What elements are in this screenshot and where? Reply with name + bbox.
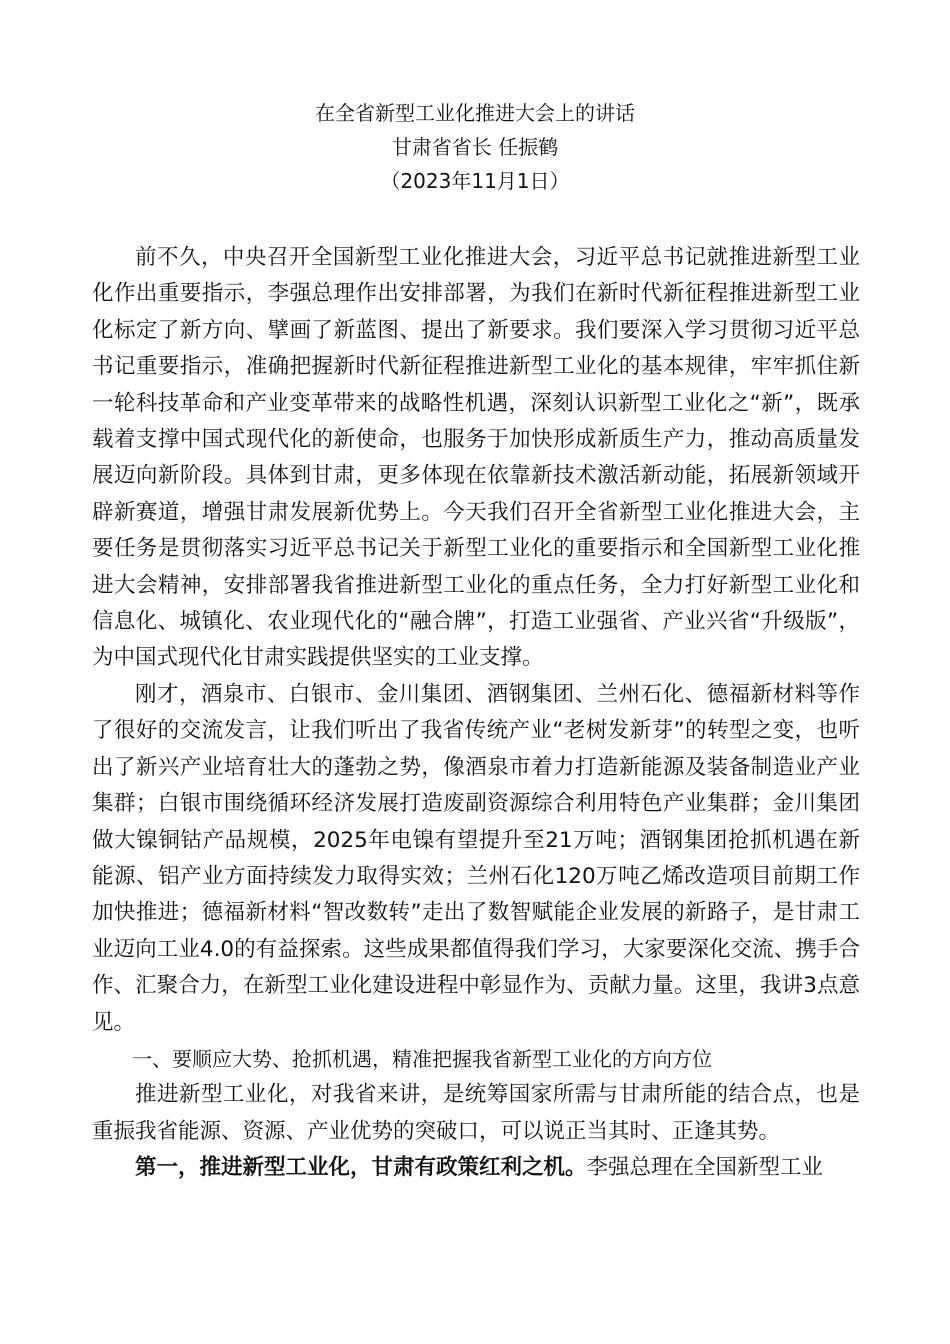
document-body — [92, 240, 860, 1187]
document-header — [0, 96, 950, 198]
paragraph-continuation: 李强总理在全国新型工业 — [586, 1155, 824, 1181]
document-date: （2023年11月1日） — [380, 169, 570, 193]
document-author: 甘肃省省长 任振鹤 — [391, 135, 559, 159]
paragraph-policy-point — [92, 1150, 860, 1186]
paragraph-exchange: 刚才，酒泉市、白银市、金川集团、酒钢集团、兰州石化、德福新材料等作了很好的交流发言，让我们听出了我省传统产业“老树发新芽”的转型之变，也听出了新兴产业培育壮大的蓬勃之势，像酒泉市着力打造新能源及装备制造业产业集群；白银市围绕循环经济发展打造废副资源综合利用特色产业集群；金川集团做大镍铜钴产品规模，2025年电镍有望提升至21万吨；酒钢集团抢抓机遇在新能源、铝产业方面持续发力取得实效；兰州石化120万吨乙烯改造项目前期工作加快推进；德福新材料“智改数转”走出了数智赋能企业发展的新路子，是甘肃工业迈向工业4.0的有益探索。这些成果都值得我们学习，大家要深化交流、携手合作、汇聚合力，在新型工业化建设进程中彰显作为、贡献力量。这里，我讲3点意见。 — [92, 681, 860, 1035]
paragraph-intro: 前不久，中央召开全国新型工业化推进大会，习近平总书记就推进新型工业化作出重要指示，李强总理作出安排部署，为我们在新时代新征程推进新型工业化标定了新方向、擘画了新蓝图、提出了新要求。我们要深入学习贯彻习近平总书记重要指示，准确把握新时代新征程推进新型工业化的基本规律，牢牢抓住新一轮科技革命和产业变革带来的战略性机遇，深刻认识新型工业化之“新”，既承载着支撑中国式现代化的新使命，也服务于加快形成新质生产力，推动高质量发展迈向新阶段。具体到甘肃，更多体现在依靠新技术激活新动能，拓展新领域开辟新赛道，增强甘肃发展新优势上。今天我们召开全省新型工业化推进大会，主要任务是贯彻落实习近平总书记关于新型工业化的重要指示和全国新型工业化推进大会精神，安排部署我省推进新型工业化的重点任务，全力打好新型工业化和信息化、城镇化、农业现代化的“融合牌”，打造工业强省、产业兴省“升级版”，为中国式现代化甘肃实践提供坚实的工业支撑。 — [92, 245, 860, 671]
paragraph-lead-sentence: 第一，推进新型工业化，甘肃有政策红利之机。 — [135, 1155, 587, 1181]
section-heading-1: 一、要顺应大势、抢抓机遇，精准把握我省新型工业化的方向方位 — [132, 1046, 712, 1071]
document-title: 在全省新型工业化推进大会上的讲话 — [315, 101, 635, 125]
paragraph-section-1-intro: 推进新型工业化，对我省来讲，是统筹国家所需与甘肃所能的结合点，也是重振我省能源、资源、产业优势的突破口，可以说正当其时、正逢其势。 — [92, 1082, 860, 1144]
